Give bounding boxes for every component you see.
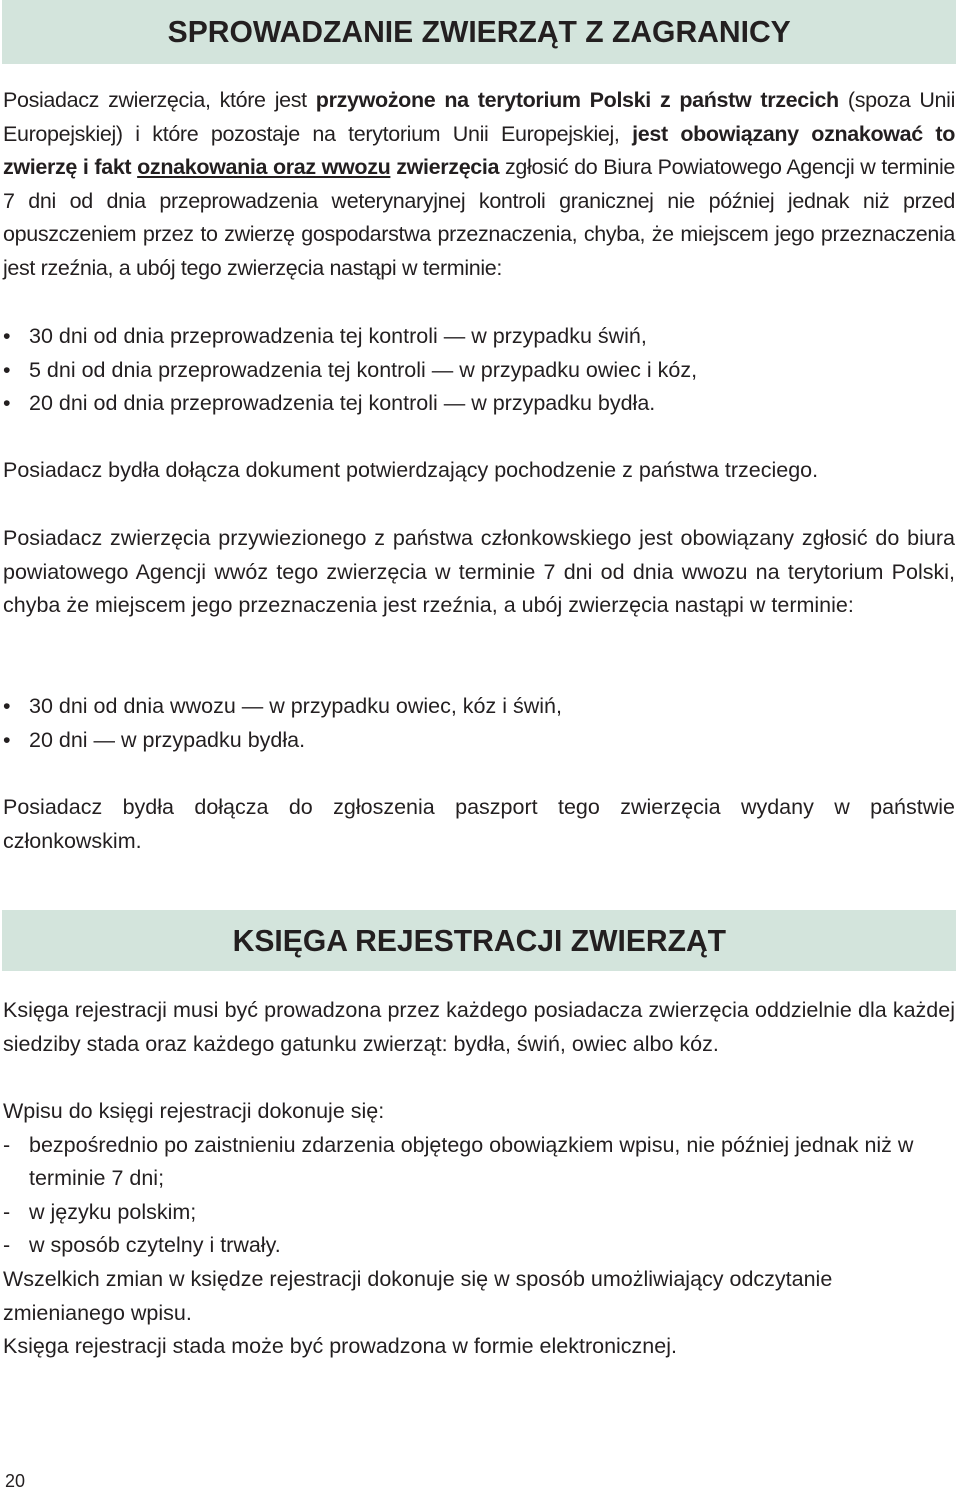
paragraph-text: Posiadacz bydła dołącza dokument potwierdzający pochodzenie z państwa trzeciego.	[3, 458, 819, 482]
list-item: • 5 dni od dnia przeprowadzenia tej kontroli — w przypadku owiec i kóz,	[3, 354, 955, 388]
dash-marker: -	[3, 1233, 11, 1258]
page-number: 20	[5, 1471, 26, 1491]
list-item: • 20 dni — w przypadku bydła.	[3, 724, 955, 758]
dash-marker: -	[3, 1199, 11, 1224]
paragraph	[3, 454, 955, 488]
section-title: SPROWADZANIE ZWIERZĄT Z ZAGRANICY	[167, 14, 791, 49]
dash-list-item	[3, 1196, 955, 1230]
paragraph-text: Wszelkich zmian w księdze rejestracji dokonuje się w sposób umożliwiający odczytanie zmienianego wpisu.	[3, 1266, 833, 1325]
paragraph-text: Posiadacz bydła dołącza do zgłoszenia paszport tego zwierzęcia wydany w państwie członkowskim.	[3, 795, 955, 853]
bullet-list	[3, 690, 955, 757]
list-item: • 20 dni od dnia przeprowadzenia tej kontroli — w przypadku bydła.	[3, 387, 955, 421]
paragraph-text: Księga rejestracji musi być prowadzona przez każdego posiadacza zwierzęcia oddzielnie dla każdej siedziby stada oraz każdego gatunku zwierząt: bydła, świń, owiec albo kóz.	[3, 998, 955, 1056]
section-header-banner	[2, 0, 956, 64]
bullet-list	[3, 320, 955, 421]
list-item: • 30 dni od dnia przeprowadzenia tej kontroli — w przypadku świń,	[3, 320, 955, 354]
dash-marker: -	[3, 1132, 11, 1157]
paragraph-text: Posiadacz zwierzęcia przywiezionego z państwa członkowskiego jest obowiązany zgłosić do biura powiatowego Agencji wwóz tego zwierzęcia w terminie 7 dni od dnia wwozu na terytorium Polski, chyba że miejscem jego przeznaczenia jest rzeźnia, a ubój zwierzęcia nastąpi w terminie:	[3, 526, 955, 618]
list-item-text: w języku polskim;	[29, 1199, 197, 1224]
bold-text: jest obowiązany oznakować to zwierzę i fakt	[3, 121, 956, 180]
section-title: KSIĘGA REJESTRACJI ZWIERZĄT	[232, 922, 726, 958]
section-header-banner	[2, 910, 956, 971]
list-item: • 30 dni od dnia wwozu — w przypadku owiec, kóz i świń,	[3, 690, 955, 724]
list-item-text: bezpośrednio po zaistnieniu zdarzenia objętego obowiązkiem wpisu, nie później jednak niż w terminie 7 dni;	[29, 1132, 914, 1191]
entries-section	[3, 1095, 955, 1364]
dash-list-item	[3, 1129, 955, 1196]
text-run: (spoza Unii Europejskiej) i które pozostaje na terytorium Unii Europejskiej,	[3, 88, 955, 146]
bold-underlined-text: oznakowania oraz wwozu	[137, 155, 391, 180]
paragraph	[3, 994, 955, 1061]
text-run: Posiadacz zwierzęcia, które jest	[3, 88, 316, 112]
dash-list-item	[3, 1229, 955, 1263]
paragraph-text: Wpisu do księgi rejestracji dokonuje się:	[3, 1099, 385, 1123]
paragraph-text: Księga rejestracji stada może być prowadzona w formie elektronicznej.	[3, 1334, 677, 1359]
text-run: zgłosić do Biura Powiatowego Agencji w terminie 7 dni od dnia przeprowadzenia weterynaryjnej kontroli granicznej nie później jednak niż przed opuszczeniem przez to zwierzę gospodarstwa przeznaczenia, chyba, że miejscem jego przeznaczenia jest rzeźnia, a ubój tego zwierzęcia nastąpi w terminie:	[3, 155, 955, 280]
intro-paragraph	[3, 84, 955, 286]
bold-text: zwierzęcia	[390, 155, 500, 180]
paragraph	[3, 522, 955, 623]
list-item-text: w sposób czytelny i trwały.	[29, 1233, 281, 1258]
paragraph	[3, 791, 955, 858]
bold-text: przywożone na terytorium Polski z państw trzecich	[315, 88, 839, 112]
